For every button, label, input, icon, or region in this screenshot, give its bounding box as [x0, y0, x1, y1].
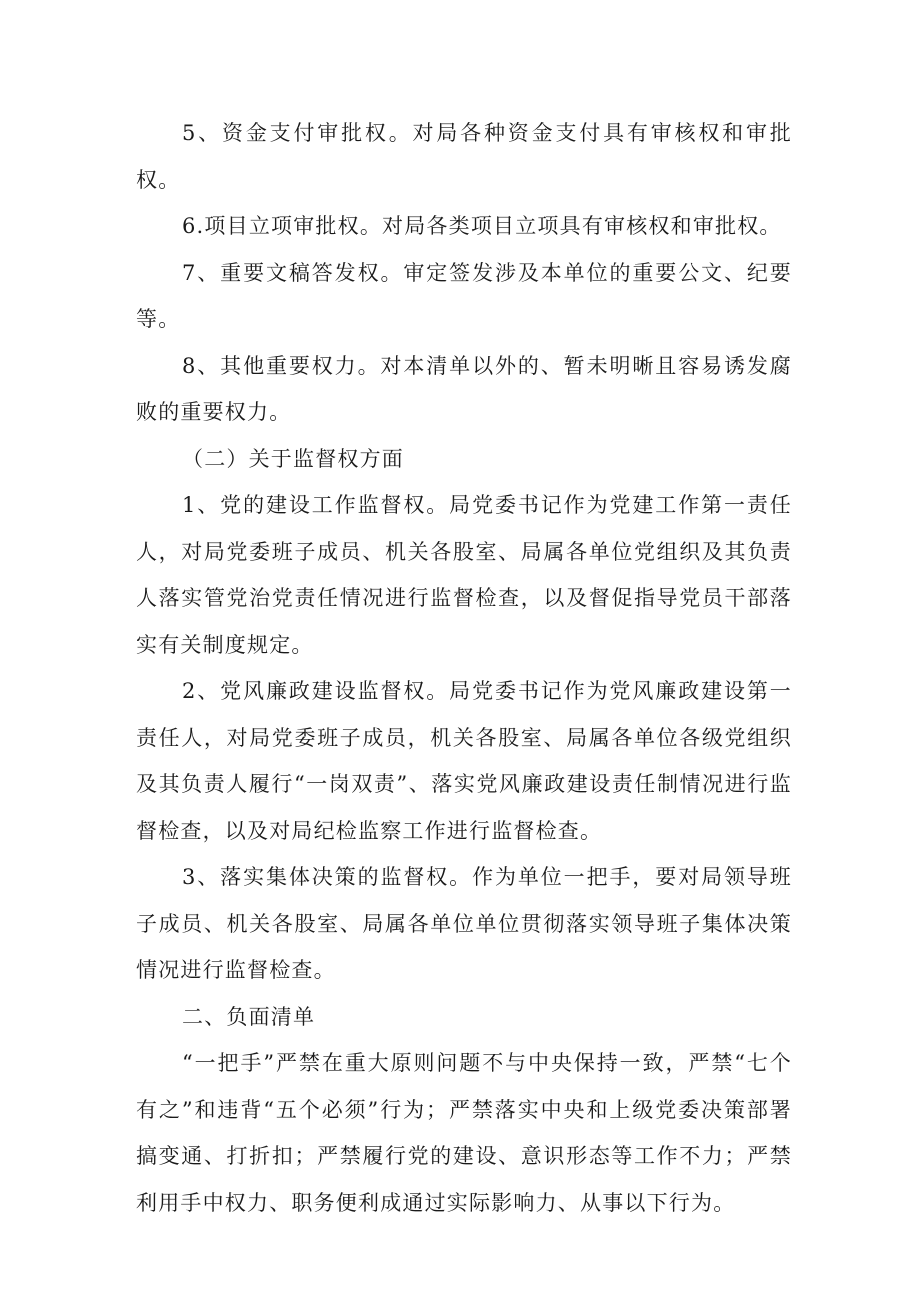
document-body — [136, 110, 792, 1226]
section-heading-negative-list: 二、负面清单 — [182, 1004, 316, 1029]
paragraph-project-approval: 6.项目立项审批权。对局各类项目立项具有审核权和审批权。 — [182, 214, 782, 238]
section-heading-supervision: （二）关于监督权方面 — [182, 446, 404, 471]
paragraph-other-powers: 8、其他重要权力。对本清单以外的、暂未明晰且容易诱发腐败的重要权力。 — [136, 353, 792, 424]
paragraph-document-signing: 7、重要文稿答发权。审定签发涉及本单位的重要公文、纪要等。 — [136, 260, 792, 331]
paragraph-collective-decision-supervision: 3、落实集体决策的监督权。作为单位一把手，要对局领导班子成员、机关各股室、局属各单位单位贯彻落实领导班子集体决策情况进行监督检查。 — [136, 865, 792, 982]
paragraph-integrity-supervision: 2、党风廉政建设监督权。局党委书记作为党风廉政建设第一责任人，对局党委班子成员，机关各股室、局属各单位各级党组织及其负责人履行“一岗双责”、落实党风廉政建设责任制情况进行监督检查，以及对局纪检监察工作进行监督检查。 — [136, 679, 792, 843]
paragraph-fund-payment-approval: 5、资金支付审批权。对局各种资金支付具有审核权和审批权。 — [136, 121, 792, 192]
paragraph-negative-list-body: “一把手”严禁在重大原则问题不与中央保持一致，严禁“七个有之”和违背“五个必须”行为；严禁落实中央和上级党委决策部署搞变通、打折扣；严禁履行党的建设、意识形态等工作不力；严禁利用手中权力、职务便利成通过实际影响力、从事以下行为。 — [136, 1051, 792, 1215]
paragraph-party-building-supervision: 1、党的建设工作监督权。局党委书记作为党建工作第一责任人，对局党委班子成员、机关各股室、局属各单位党组织及其负责人落实管党治党责任情况进行监督检查，以及督促指导党员干部落实有关制度规定。 — [136, 493, 792, 657]
